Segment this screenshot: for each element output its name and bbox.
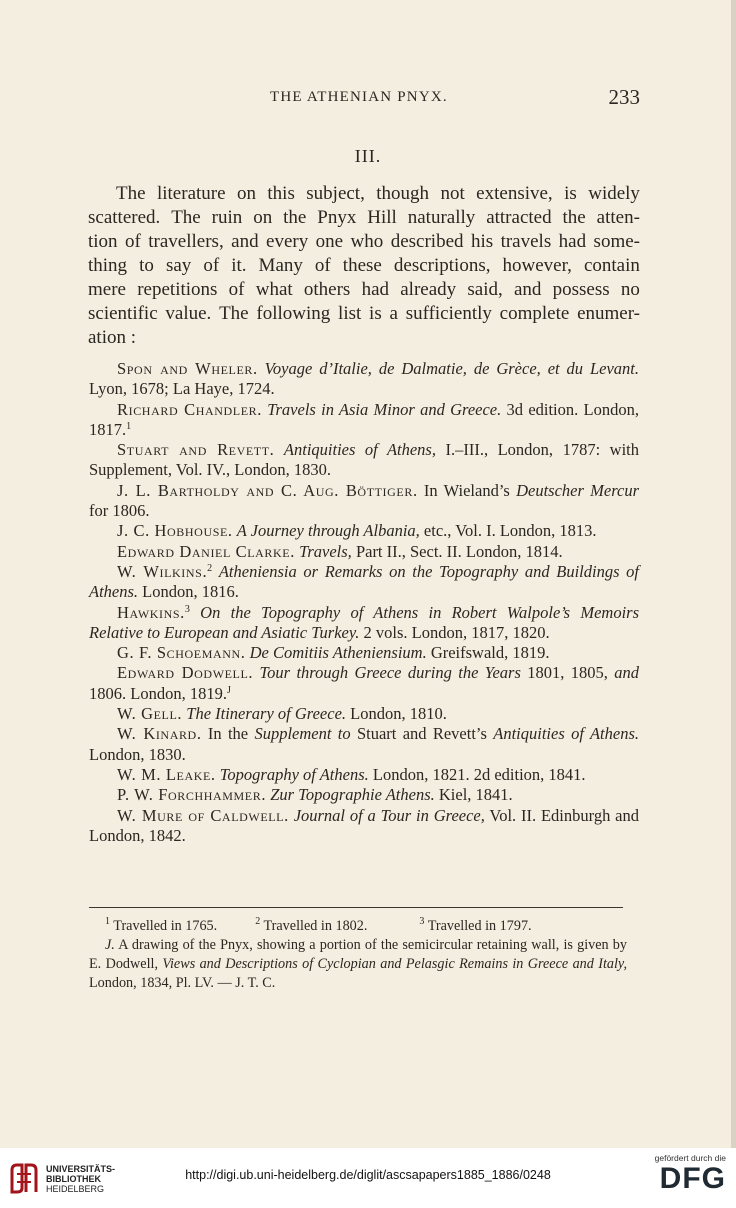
footnote-divider xyxy=(89,907,623,908)
entry-title: A Journey through Albania, xyxy=(236,521,420,541)
intro-word: ruin xyxy=(211,207,243,228)
intro-word: scattered. xyxy=(88,207,161,228)
intro-word: widely xyxy=(588,183,640,204)
footnote-text: London, 1834, Pl. LV. — J. T. C. xyxy=(89,975,276,991)
intro-word: repetitions xyxy=(137,279,218,300)
intro-line xyxy=(88,302,640,326)
intro-word: to xyxy=(139,255,154,276)
bibliography-entry xyxy=(89,724,639,765)
entry-author: W. Kinard. xyxy=(117,724,202,744)
intro-word: of xyxy=(314,255,331,276)
footnote-title: Views and Descriptions of Cyclopian and Pelasgic Remains in Greece and Italy, xyxy=(162,956,627,972)
intro-word: Pnyx xyxy=(317,207,357,228)
footnote-ref: 2 xyxy=(207,562,213,574)
entry-title: Antiquities of Athens, xyxy=(283,440,436,460)
intro-word: Many xyxy=(258,255,303,276)
bibliography-list xyxy=(89,359,639,846)
intro-word: complete xyxy=(499,303,570,324)
entry-details: London, 1821. 2d edition, 1841. xyxy=(368,764,586,784)
footnote-mark: J. xyxy=(105,937,115,953)
intro-word: The xyxy=(219,303,249,324)
intro-word: subject, xyxy=(306,183,365,204)
intro-word: value. xyxy=(165,303,212,324)
bibliography-entry xyxy=(89,704,639,724)
entry-details: for 1806. xyxy=(89,501,150,521)
intro-line xyxy=(88,230,640,254)
footnote-text: Travelled in 1765. xyxy=(110,918,218,934)
footnote-mark: 1 xyxy=(105,916,110,927)
intro-word: what xyxy=(255,279,293,300)
entry-author: W. Wilkins. xyxy=(117,561,208,581)
intro-word: contain xyxy=(583,255,640,276)
intro-word: had xyxy=(558,231,587,252)
intro-word: is xyxy=(369,303,382,324)
intro-word: sufficiently xyxy=(405,303,492,324)
entry-author: Edward Dodwell. xyxy=(117,663,254,683)
footnote-mark: 2 xyxy=(255,916,261,927)
funder-caption: gefördert durch die xyxy=(654,1153,726,1163)
intro-word: and xyxy=(231,231,259,252)
intro-word: descriptions, xyxy=(393,255,491,276)
entry-details: Vol. II. Edinburgh and London, 1842. xyxy=(89,805,639,845)
intro-word: of xyxy=(203,255,220,276)
entry-title: Deutscher Mercur xyxy=(516,480,639,500)
entry-details: 3d edition. London, 1817. xyxy=(89,399,639,439)
intro-word: others xyxy=(303,279,351,300)
page-number: 233 xyxy=(608,85,640,109)
bibliography-entry xyxy=(89,562,639,603)
running-head: THE ATHENIAN PNYX. xyxy=(270,89,448,105)
footnote-1 xyxy=(105,917,217,936)
bibliography-entry xyxy=(89,663,639,704)
intro-paragraph xyxy=(88,182,640,350)
intro-word: every xyxy=(266,231,309,252)
intro-word: already xyxy=(400,279,457,300)
dfg-logo[interactable]: DFG xyxy=(659,1162,726,1195)
bibliography-entry xyxy=(89,481,639,522)
bibliography-entry xyxy=(89,440,639,481)
intro-word: literature xyxy=(156,183,226,204)
permalink-url[interactable]: http://digi.ub.uni-heidelberg.de/diglit/ascsapapers1885_1886/0248 xyxy=(185,1168,551,1182)
bibliography-entry xyxy=(89,542,639,562)
entry-details: Kiel, 1841. xyxy=(434,785,513,805)
intro-word: travels xyxy=(500,231,552,252)
intro-word: attracted xyxy=(486,207,552,228)
intro-word: following xyxy=(256,303,331,324)
intro-word: of xyxy=(228,279,245,300)
entry-author: P. W. Forchhammer. xyxy=(117,785,267,805)
intro-line xyxy=(88,206,640,230)
entry-title: On the Topography of Athens in Robert Walpole’s Memoirs Relative to European and Asiatic Turkey. xyxy=(89,602,639,642)
library-line: BIBLIOTHEK xyxy=(46,1174,101,1184)
intro-word: one xyxy=(315,231,344,252)
intro-word: naturally xyxy=(407,207,476,228)
bibliography-entry xyxy=(89,400,639,441)
footnote-ref: 3 xyxy=(184,603,190,615)
entry-title: Antiquities of Athens. xyxy=(493,724,639,744)
intro-word: is xyxy=(564,183,577,204)
intro-word: some- xyxy=(593,231,640,252)
entry-title: The Itinerary of Greece. xyxy=(186,704,347,724)
bibliography-entry xyxy=(89,765,639,785)
intro-word: of xyxy=(125,231,141,252)
entry-prefix: In the xyxy=(201,724,255,744)
intro-word: it. xyxy=(231,255,247,276)
intro-word: who xyxy=(350,231,384,252)
entry-author: W. Gell. xyxy=(117,704,183,724)
intro-word: mere xyxy=(88,279,126,300)
intro-word: his xyxy=(470,231,494,252)
page-edge xyxy=(731,0,736,1148)
entry-author: Edward Daniel Clarke. xyxy=(117,541,295,561)
intro-word: enumer- xyxy=(577,303,640,324)
entry-author: Richard Chandler. xyxy=(117,399,262,419)
intro-word: travellers, xyxy=(148,231,224,252)
footnote-j xyxy=(89,936,627,993)
intro-word: list xyxy=(338,303,362,324)
entry-title: Travels, xyxy=(299,541,352,561)
footnote-text: Travelled in 1797. xyxy=(424,918,532,934)
entry-details: 1801, 1805, xyxy=(520,663,615,683)
entry-title: Zur Topographie Athens. xyxy=(270,785,435,805)
entry-author: W. M. Leake. xyxy=(117,764,216,784)
intro-word: extensive, xyxy=(476,183,553,204)
entry-author: Stuart and Revett. xyxy=(117,440,275,460)
entry-title: Journal of a Tour in Greece, xyxy=(293,805,485,825)
entry-title: Topography of Athens. xyxy=(219,764,369,784)
intro-word: though xyxy=(376,183,430,204)
footnote-text: A drawing of the Pnyx, showing a portion of the semicircular retaining wall, is given by E. Dodwell, xyxy=(89,937,627,972)
intro-word: atten- xyxy=(596,207,640,228)
intro-word: this xyxy=(267,183,295,204)
intro-word: and xyxy=(513,279,542,300)
section-heading: III. xyxy=(354,146,382,166)
entry-title: De Comitiis Atheniensium. xyxy=(249,643,427,663)
bibliography-entry xyxy=(89,643,639,663)
intro-line: ation : xyxy=(88,327,137,348)
intro-line xyxy=(88,182,640,206)
intro-word: Hill xyxy=(367,207,397,228)
entry-details: I.–III., London, 1787: with Supplement, Vol. IV., London, 1830. xyxy=(89,440,639,480)
intro-word: the xyxy=(283,207,307,228)
entry-author: W. Mure of Caldwell. xyxy=(117,805,289,825)
entry-details: London, 1830. xyxy=(89,744,186,764)
intro-word: The xyxy=(116,183,146,204)
entry-details: Stuart and Revett’s xyxy=(350,724,494,744)
intro-line xyxy=(88,254,640,278)
entry-title: Voyage d’Italie, de Dalmatie, de Grèce, et du Levant. xyxy=(264,359,640,378)
intro-word: the xyxy=(562,207,586,228)
intro-word: described xyxy=(390,231,464,252)
entry-details: Greifswald, 1819. xyxy=(426,643,550,663)
intro-word: thing xyxy=(88,255,128,276)
entry-author: G. F. Schoemann. xyxy=(117,643,246,663)
entry-details: Lyon, 1678; La Haye, 1724. xyxy=(89,379,275,399)
viewer-footer xyxy=(0,1148,736,1208)
entry-title: and xyxy=(614,663,639,683)
intro-word: possess xyxy=(552,279,610,300)
footnote-text: Travelled in 1802. xyxy=(260,918,368,934)
entry-details: 2 vols. London, 1817, 1820. xyxy=(359,622,550,642)
intro-word: on xyxy=(236,183,256,204)
footnote-2 xyxy=(255,917,367,936)
intro-word: however, xyxy=(502,255,572,276)
entry-author: J. C. Hobhouse. xyxy=(117,521,233,541)
page-header xyxy=(90,85,640,113)
intro-word: no xyxy=(620,279,640,300)
footnote-ref: J xyxy=(226,684,231,696)
entry-details: Part II., Sect. II. London, 1814. xyxy=(351,541,563,561)
intro-word: a xyxy=(389,303,398,324)
bibliography-entry xyxy=(89,603,639,644)
entry-details: 1806. London, 1819. xyxy=(89,683,227,703)
entry-author: Hawkins. xyxy=(117,602,185,622)
intro-word: said, xyxy=(467,279,503,300)
footnotes xyxy=(89,917,627,993)
intro-word: not xyxy=(440,183,465,204)
entry-title: Travels in Asia Minor and Greece. xyxy=(267,399,502,419)
entry-title: Supplement to xyxy=(254,724,351,744)
entry-details: London, 1816. xyxy=(138,582,239,602)
bibliography-entry xyxy=(89,806,639,847)
intro-word: on xyxy=(253,207,273,228)
footnote-ref: 1 xyxy=(126,420,132,432)
entry-prefix: In Wieland’s xyxy=(417,480,517,500)
intro-word: these xyxy=(342,255,382,276)
intro-word: say xyxy=(165,255,192,276)
intro-line xyxy=(88,278,640,302)
footnote-mark: 3 xyxy=(419,916,425,927)
intro-word: tion xyxy=(88,231,118,252)
entry-details: London, 1810. xyxy=(346,704,447,724)
entry-title: Tour through Greece during the Years xyxy=(259,663,521,683)
library-line: UNIVERSITÄTS- xyxy=(46,1164,116,1174)
entry-title: Atheniensia or Remarks on the Topography and Buildings of Athens. xyxy=(89,561,639,602)
intro-word: had xyxy=(361,279,389,300)
entry-author: Spon and Wheler. xyxy=(117,359,258,378)
entry-author: J. L. Bartholdy and C. Aug. Böttiger. xyxy=(117,480,418,500)
bibliography-entry xyxy=(89,521,639,541)
entry-details: etc., Vol. I. London, 1813. xyxy=(419,521,597,541)
intro-word: scientific xyxy=(88,303,158,324)
footnote-3 xyxy=(419,917,531,936)
bibliography-entry xyxy=(89,359,639,400)
funder-block xyxy=(636,1153,726,1195)
bibliography-entry xyxy=(89,785,639,805)
intro-word: The xyxy=(171,207,201,228)
library-line: HEIDELBERG xyxy=(46,1184,105,1194)
footnote-row xyxy=(89,917,627,936)
